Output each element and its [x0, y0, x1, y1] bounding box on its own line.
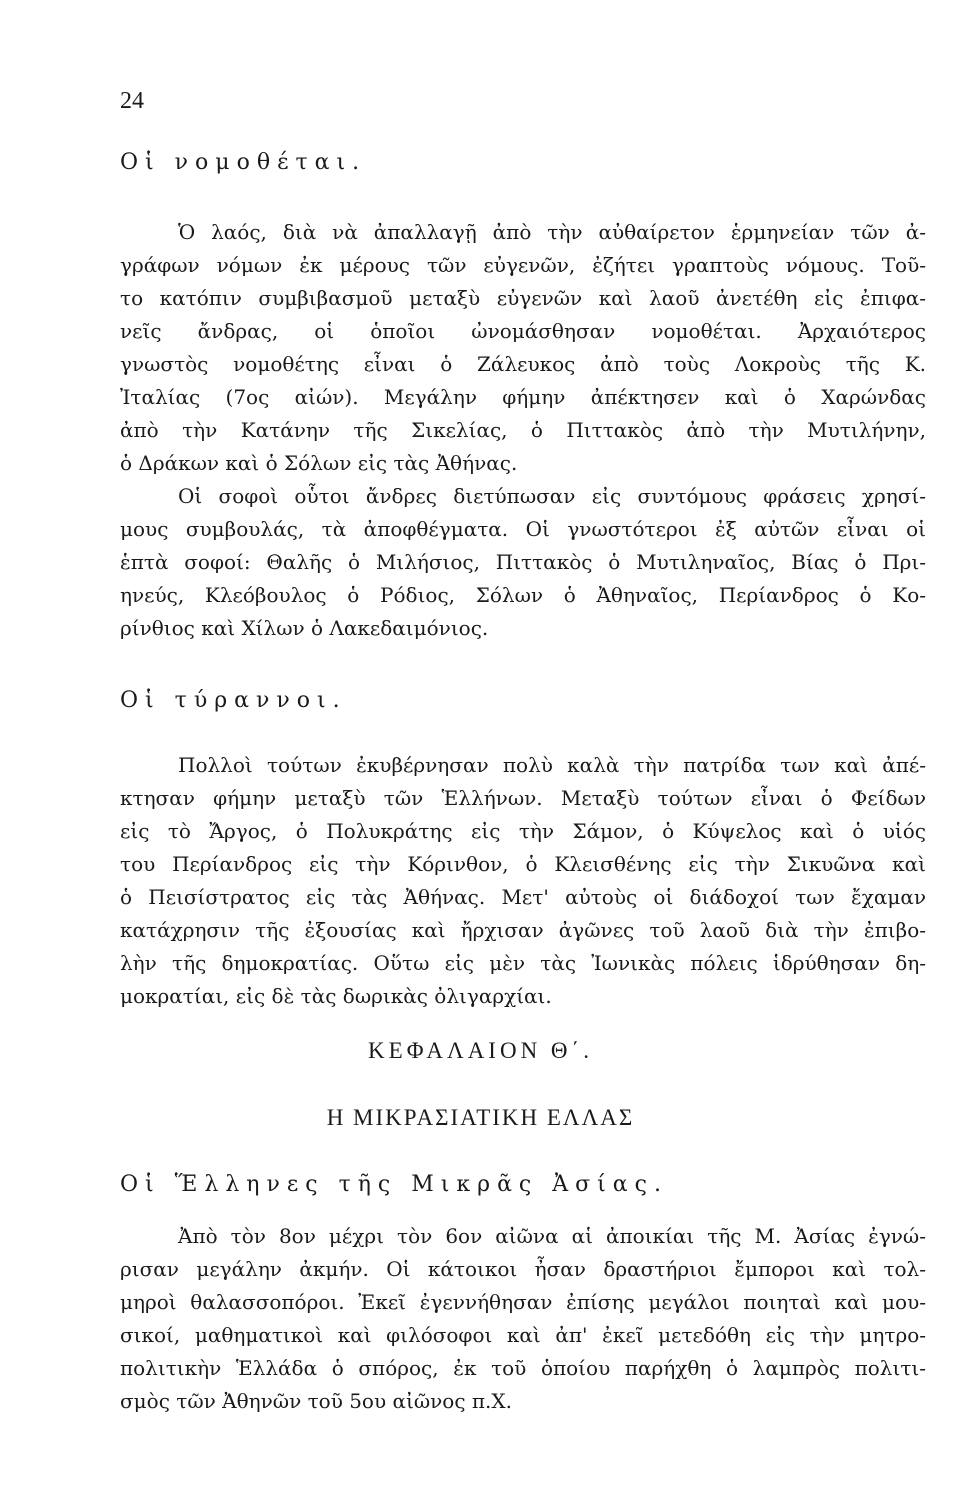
text-line: Ἰταλίας (7ος αἰών). Μεγάλην φήμην ἀπέκτησεν καὶ ὁ Χαρώνδας	[120, 385, 926, 409]
text-line: του Περίανδρος εἰς τὴν Κόρινθον, ὁ Κλεισθένης εἰς τὴν Σικυῶνα καὶ	[120, 852, 926, 876]
page-number: 24	[120, 88, 144, 114]
text-line: σμὸς τῶν Ἀθηνῶν τοῦ 5ου αἰῶνος π.Χ.	[120, 1389, 513, 1413]
text-line: Ἀπὸ τὸν 8ον μέχρι τὸν 6ον αἰῶνα αἱ ἀποικίαι τῆς Μ. Ἀσίας ἐγνώ-	[178, 1224, 926, 1248]
section-asia-minor-paragraph	[120, 1220, 926, 1418]
text-line: κατάχρησιν τῆς ἐξουσίας καὶ ἤρχισαν ἀγῶνες τοῦ λαοῦ διὰ τὴν ἐπιβο-	[120, 918, 926, 942]
text-line: πολιτικὴν Ἑλλάδα ὁ σπόρος, ἐκ τοῦ ὁποίου παρήχθη ὁ λαμπρὸς πολιτι-	[120, 1356, 926, 1380]
text-line: λὴν τῆς δημοκρατίας. Οὕτω εἰς μὲν τὰς Ἰωνικὰς πόλεις ἱδρύθησαν δη-	[120, 951, 926, 975]
section-heading: Οἱ τύραννοι.	[120, 688, 347, 713]
text-line: ἀπὸ τὴν Κατάνην τῆς Σικελίας, ὁ Πιττακὸς ἀπὸ τὴν Μυτιλήνην,	[120, 418, 926, 442]
text-line: μους συμβουλάς, τὰ ἀποφθέγματα. Οἱ γνωστότεροι ἐξ αὐτῶν εἶναι οἱ	[120, 517, 926, 541]
text-line: γράφων νόμων ἐκ μέρους τῶν εὐγενῶν, ἐζήτει γραπτοὺς νόμους. Τοῦ-	[120, 253, 926, 277]
text-line: νεῖς ἄνδρας, οἱ ὁποῖοι ὠνομάσθησαν νομοθέται. Ἀρχαιότερος	[120, 319, 926, 343]
section-tyrants-paragraph	[120, 749, 926, 1013]
text-line: Ὁ λαός, διὰ νὰ ἀπαλλαγῇ ἀπὸ τὴν αὐθαίρετον ἑρμηνείαν τῶν ἀ-	[178, 220, 926, 244]
text-line: ηνεύς, Κλεόβουλος ὁ Ρόδιος, Σόλων ὁ Ἀθηναῖος, Περίανδρος ὁ Κο-	[120, 583, 926, 607]
text-line: σικοί, μαθηματικοὶ καὶ φιλόσοφοι καὶ ἀπ' ἐκεῖ μετεδόθη εἰς τὴν μητρο-	[120, 1323, 926, 1347]
section-tyrants	[120, 688, 926, 713]
section-lawgivers-paragraph-1	[120, 216, 926, 480]
text-line: κτησαν φήμην μεταξὺ τῶν Ἑλλήνων. Μεταξὺ τούτων εἶναι ὁ Φείδων	[120, 786, 926, 810]
text-line: εἰς τὸ Ἄργος, ὁ Πολυκράτης εἰς τὴν Σάμον, ὁ Κύψελος καὶ ὁ υἱός	[120, 819, 926, 843]
text-line: ὁ Πεισίστρατος εἰς τὰς Ἀθήνας. Μετ' αὐτοὺς οἱ διάδοχοί των ἔχαμαν	[120, 885, 926, 909]
chapter-title: Η ΜΙΚΡΑΣΙΑΤΙΚΗ ΕΛΛΑΣ	[326, 1105, 635, 1130]
text-line: Πολλοὶ τούτων ἐκυβέρνησαν πολὺ καλὰ τὴν πατρίδα των καὶ ἀπέ-	[178, 753, 926, 777]
section-lawgivers	[120, 150, 926, 175]
text-line: μοκρατίαι, εἰς δὲ τὰς δωρικὰς ὀλιγαρχίαι.	[120, 984, 552, 1008]
text-line: μηροὶ θαλασσοπόροι. Ἐκεῖ ἐγεννήθησαν ἐπίσης μεγάλοι ποιηταὶ καὶ μου-	[120, 1290, 926, 1314]
text-line: Οἱ σοφοὶ οὗτοι ἄνδρες διετύπωσαν εἰς συντόμους φράσεις χρησί-	[178, 484, 926, 508]
section-asia-minor	[120, 1172, 926, 1197]
chapter-number: ΚΕΦΑΛΑΙΟΝ Θ΄.	[368, 1038, 593, 1063]
text-line: γνωστὸς νομοθέτης εἶναι ὁ Ζάλευκος ἀπὸ τοὺς Λοκροὺς τῆς Κ.	[120, 352, 926, 376]
text-line: ὁ Δράκων καὶ ὁ Σόλων εἰς τὰς Ἀθήνας.	[120, 451, 518, 475]
section-lawgivers-paragraph-2	[120, 480, 926, 645]
text-line: ρίνθιος καὶ Χίλων ὁ Λακεδαιμόνιος.	[120, 616, 489, 640]
text-line: το κατόπιν συμβιβασμοῦ μεταξὺ εὐγενῶν καὶ λαοῦ ἀνετέθη εἰς ἐπιφα-	[120, 286, 926, 310]
text-line: ἑπτὰ σοφοί: Θαλῆς ὁ Μιλήσιος, Πιττακὸς ὁ Μυτιληναῖος, Βίας ὁ Πρι-	[120, 550, 926, 574]
section-heading: Οἱ Ἕλληνες τῆς Μικρᾶς Ἀσίας.	[120, 1172, 668, 1197]
text-line: ρισαν μεγάλην ἀκμήν. Οἱ κάτοικοι ἦσαν δραστήριοι ἔμποροι καὶ τολ-	[120, 1257, 926, 1281]
section-heading: Οἱ νομοθέται.	[120, 150, 367, 175]
